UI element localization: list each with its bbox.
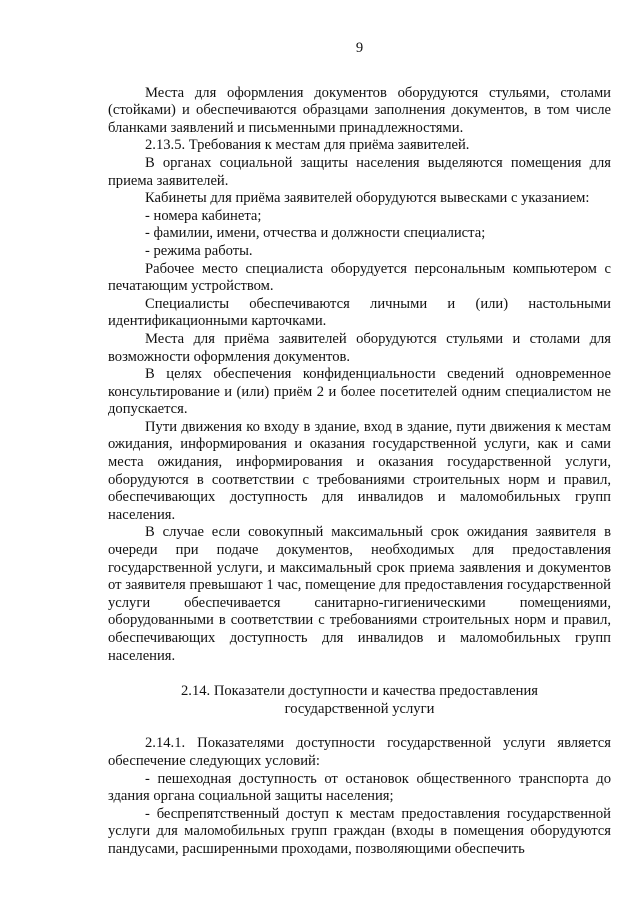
section-heading-line: государственной услуги [284, 700, 435, 717]
section-heading-line: 2.14. Показатели доступности и качества предоставления [181, 683, 538, 700]
section-heading [108, 683, 611, 718]
paragraph: Места для оформления документов оборудуются стульями, столами (стойками) и обеспечиваются образцами заполнения документов, в том числе бланками заявлений и письменными принадлежностями. [108, 84, 611, 136]
paragraph: Специалисты обеспечиваются личными и (или) настольными идентификационными карточками. [108, 295, 611, 330]
list-item: - фамилии, имени, отчества и должности специалиста; [145, 225, 486, 242]
list-item: - номера кабинета; [145, 207, 262, 224]
paragraph: Места для приёма заявителей оборудуются стульями и столами для возможности оформления документов. [108, 330, 611, 365]
list-item: - пешеходная доступность от остановок общественного транспорта до здания органа социальной защиты населения; [108, 770, 611, 805]
page-number: 9 [355, 40, 364, 56]
paragraph: Пути движения ко входу в здание, вход в здание, пути движения к местам ожидания, информирования и оказания государственной услуги, как и сами места ожидания, информирования и оказания государственной услуги, оборудуются в соответствии с требованиями строительных норм и правил, обеспечивающих доступность для инвалидов и маломобильных групп населения. [108, 418, 611, 523]
paragraph: 2.13.5. Требования к местам для приёма заявителей. [145, 137, 470, 154]
paragraph: 2.14.1. Показателями доступности государственной услуги является обеспечение следующих условий: [108, 735, 611, 769]
paragraph: В случае если совокупный максимальный срок ожидания заявителя в очереди при подаче документов, необходимых для предоставления государственной услуги, и максимальный срок приема заявления и документов от заявителя превышают 1 час, помещение для предоставления государственной услуги обеспечивается санитарно-гигиеническими помещениями, оборудованными в соответствии с требованиями строительных норм и правил, обеспечивающих доступность для инвалидов и маломобильных групп населения. [108, 524, 611, 664]
paragraph: В целях обеспечения конфиденциальности сведений одновременное консультирование и (или) приём 2 и более посетителей одним специалистом не допускается. [108, 366, 611, 418]
paragraph: Рабочее место специалиста оборудуется персональным компьютером с печатающим устройством. [108, 260, 611, 295]
section-2-13-body [108, 85, 611, 666]
list-item: - беспрепятственный доступ к местам предоставления государственной услуги для маломобильных групп граждан (входы в помещения оборудуются пандусами, расширенными проходами, позволяющими обеспечить [108, 805, 611, 857]
section-2-14-body [108, 735, 611, 858]
list-item: - режима работы. [145, 242, 253, 259]
paragraph: Кабинеты для приёма заявителей оборудуются вывесками с указанием: [145, 190, 590, 207]
paragraph: В органах социальной защиты населения выделяются помещения для приема заявителей. [108, 154, 611, 189]
